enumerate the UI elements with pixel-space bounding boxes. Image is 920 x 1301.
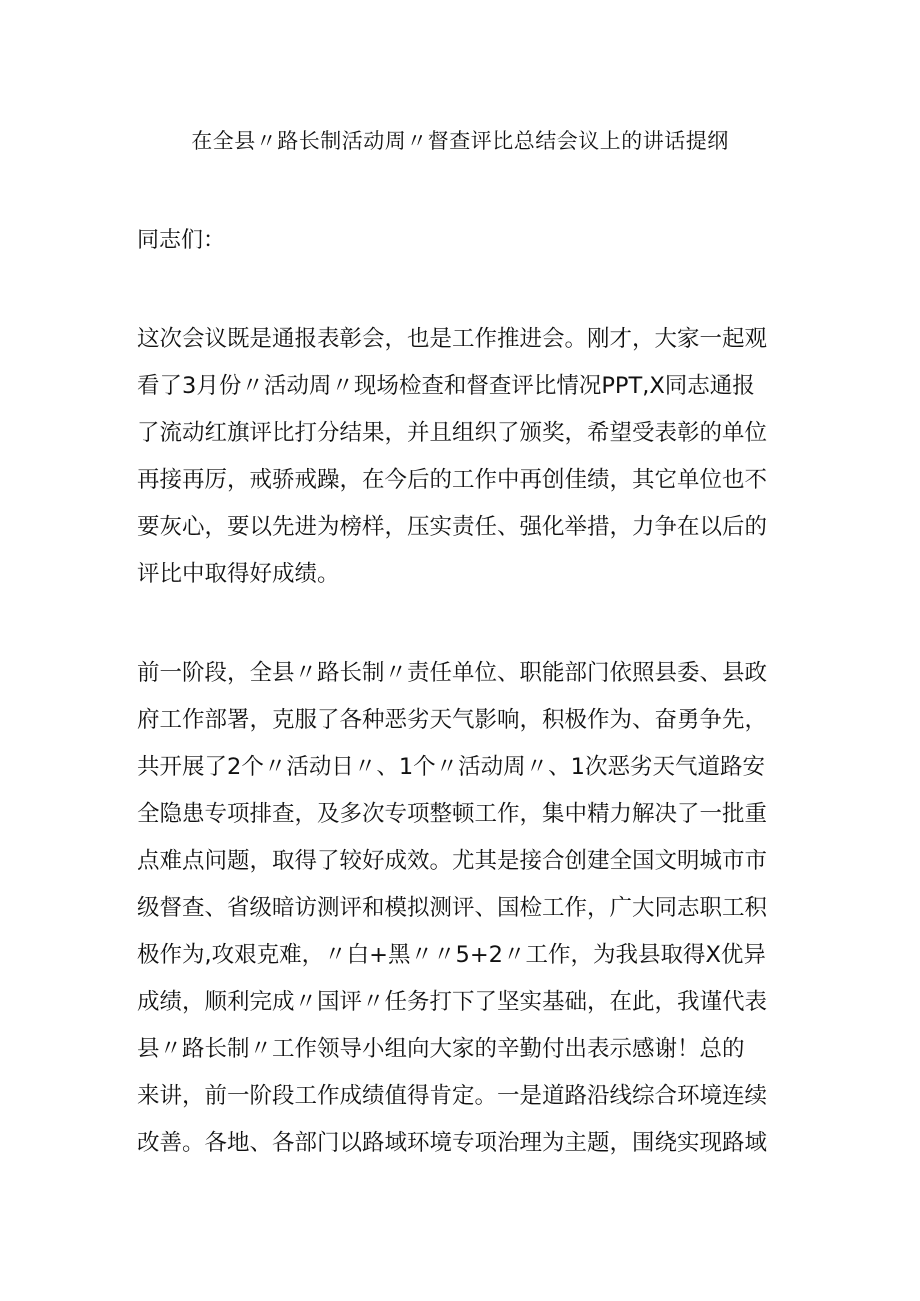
paragraph-line: 府工作部署，克服了各种恶劣天气影响，积极作为、奋勇争先， xyxy=(137,707,768,733)
paragraph-line: 再接再厉，戒骄戒躁，在今后的工作中再创佳绩，其它单位也不 xyxy=(137,467,768,493)
paragraph-line: 全隐患专项排查，及多次专项整顿工作，集中精力解决了一批重 xyxy=(137,801,768,827)
paragraph-line: 评比中取得好成绩。 xyxy=(137,561,340,587)
paragraph-line: 来讲，前一阶段工作成绩值得肯定。一是道路沿线综合环境连续 xyxy=(137,1083,768,1109)
paragraph-line: 改善。各地、各部门以路域环境专项治理为主题，围绕实现路域 xyxy=(137,1130,768,1156)
greeting: 同志们： xyxy=(137,228,226,253)
paragraph-line: 成绩，顺利完成〃国评〃任务打下了坚实基础，在此，我谨代表 xyxy=(137,989,768,1015)
paragraph-line: 县〃路长制〃工作领导小组向大家的辛勤付出表示感谢！总的 xyxy=(137,1036,745,1062)
paragraph-review xyxy=(137,650,797,1167)
document-title: 在全县〃路长制活动周〃督查评比总结会议上的讲话提纲 xyxy=(191,129,729,153)
paragraph-line: 前一阶段，全县〃路长制〃责任单位、职能部门依照县委、县政 xyxy=(137,660,768,686)
paragraph-opening xyxy=(137,316,797,598)
paragraph-line: 这次会议既是通报表彰会，也是工作推进会。刚才，大家一起观 xyxy=(137,326,768,352)
paragraph-line: 了流动红旗评比打分结果，并且组织了颁奖，希望受表彰的单位 xyxy=(137,420,768,446)
paragraph-line: 极作为,攻艰克难，〃白+黑〃〃5+2〃工作，为我县取得X优异 xyxy=(137,942,766,968)
paragraph-line: 看了3月份〃活动周〃现场检查和督查评比情况PPT,X同志通报 xyxy=(137,373,755,399)
paragraph-line: 共开展了2个〃活动日〃、1个〃活动周〃、1次恶劣天气道路安 xyxy=(137,754,765,780)
paragraph-line: 点难点问题，取得了较好成效。尤其是接合创建全国文明城市市 xyxy=(137,848,768,874)
paragraph-line: 级督查、省级暗访测评和模拟测评、国检工作，广大同志职工积 xyxy=(137,895,768,921)
paragraph-line: 要灰心，要以先进为榜样，压实责任、强化举措，力争在以后的 xyxy=(137,514,768,540)
